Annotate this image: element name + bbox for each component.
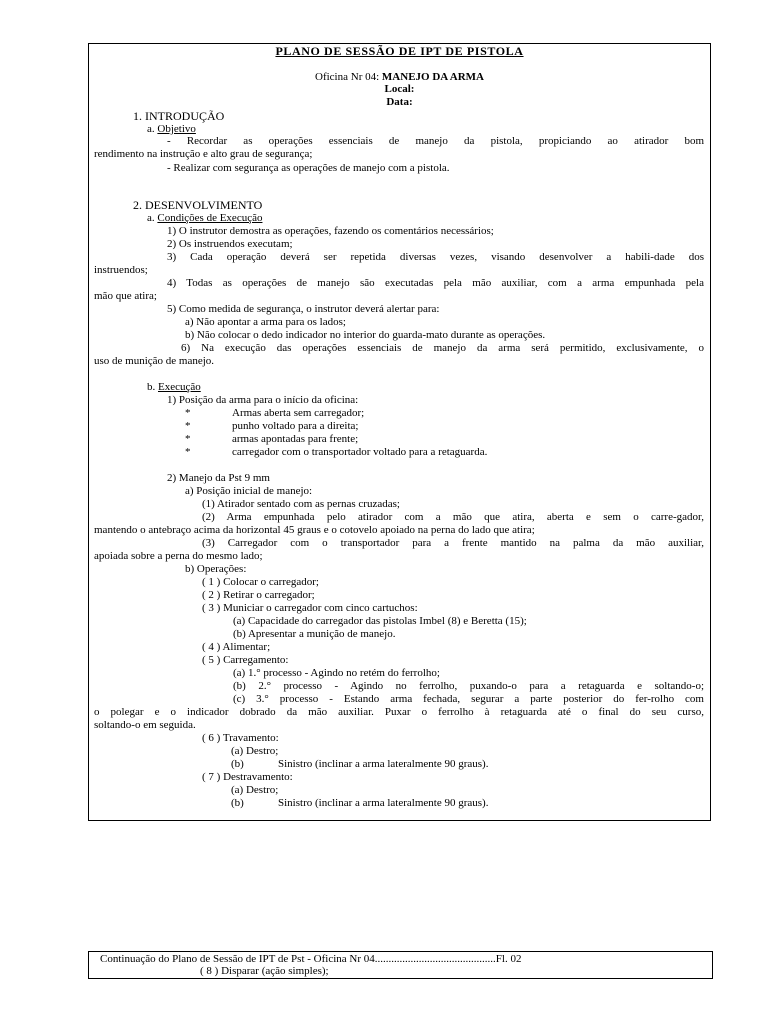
operacao-6b-label: (b) xyxy=(231,758,244,770)
bullet-star: * xyxy=(185,420,191,432)
objetivo-line-1b: rendimento na instrução e alto grau de segurança; xyxy=(94,148,313,160)
footer-dots: ............................................ xyxy=(374,953,496,965)
objetivo-title: Objetivo xyxy=(157,123,196,135)
objetivo-label: a. xyxy=(147,123,155,135)
condicoes-label: a. xyxy=(147,212,155,224)
operacao-5c-1: (c) 3.° processo - Estando arma fechada, segurar a parte posterior do fer-rolho com xyxy=(233,693,704,705)
operacao-5b: (b) 2.° processo - Agindo no ferrolho, puxando-o para a retaguarda e soltando-o; xyxy=(233,680,704,692)
operacao-3a: (a) Capacidade do carregador das pistolas Imbel (8) e Beretta (15); xyxy=(233,615,527,627)
condicoes-heading xyxy=(147,212,262,225)
condicao-3a: 3) Cada operação deverá ser repetida diversas vezes, visando desenvolver a habili-dade dos xyxy=(167,251,704,263)
objetivo-line-2: - Realizar com segurança as operações de manejo com a pistola. xyxy=(167,162,450,174)
condicao-1: 1) O instrutor demostra as operações, fazendo os comentários necessários; xyxy=(167,225,494,237)
oficina-prefix: Oficina Nr 04: xyxy=(315,71,380,83)
operacao-4: ( 4 ) Alimentar; xyxy=(202,641,271,653)
operacao-5: ( 5 ) Carregamento: xyxy=(202,654,289,666)
posicao-arma: 1) Posição da arma para o início da oficina: xyxy=(167,394,359,406)
operacao-1: ( 1 ) Colocar o carregador; xyxy=(202,576,319,588)
condicao-4b: mão que atira; xyxy=(94,290,157,302)
operacoes-heading: b) Operações: xyxy=(185,563,247,575)
operacao-7b: Sinistro (inclinar a arma lateralmente 90 graus). xyxy=(278,797,489,809)
section-intro-heading: 1. INTRODUÇÃO xyxy=(133,109,225,123)
operacao-3b: (b) Apresentar a munição de manejo. xyxy=(233,628,396,640)
bullet-star: * xyxy=(185,433,191,445)
condicoes-title: Condições de Execução xyxy=(157,212,263,224)
posicao-inicial-2b: mantendo o antebraço acima da horizontal 45 graus e o cotovelo apoiado na perna do lado que atira; xyxy=(94,524,535,536)
condicao-4a: 4) Todas as operações de manejo são executadas pela mão auxiliar, com a arma empunhada pela xyxy=(167,277,704,289)
execucao-heading xyxy=(147,381,201,394)
bullet-star: * xyxy=(185,446,191,458)
posicao-item-4: carregador com o transportador voltado para a retaguarda. xyxy=(232,446,488,458)
posicao-inicial: a) Posição inicial de manejo: xyxy=(185,485,313,497)
posicao-item-2: punho voltado para a direita; xyxy=(232,420,359,432)
footer-box xyxy=(88,951,713,979)
condicao-5b: b) Não colocar o dedo indicador no interior do guarda-mato durante as operações. xyxy=(185,329,546,341)
objetivo-line-1a: - Recordar as operações essenciais de manejo da pistola, propiciando ao atirador bom xyxy=(167,135,704,147)
operacao-7a: (a) Destro; xyxy=(231,784,279,796)
posicao-item-3: armas apontadas para frente; xyxy=(232,433,359,445)
posicao-item-1: Armas aberta sem carregador; xyxy=(232,407,365,419)
manejo-pst: 2) Manejo da Pst 9 mm xyxy=(167,472,270,484)
operacao-7b-label: (b) xyxy=(231,797,244,809)
condicao-6b: uso de munição de manejo. xyxy=(94,355,215,367)
document-title: PLANO DE SESSÃO DE IPT DE PISTOLA xyxy=(275,44,524,58)
data-label: Data: xyxy=(386,96,413,108)
operacao-6: ( 6 ) Travamento: xyxy=(202,732,279,744)
operacao-5a: (a) 1.° processo - Agindo no retém do ferrolho; xyxy=(233,667,440,679)
operacao-2: ( 2 ) Retirar o carregador; xyxy=(202,589,315,601)
posicao-inicial-2a: (2) Arma empunhada pelo atirador com a mão que atira, aberta e sem o carre-gador, xyxy=(202,511,704,523)
footer-next-item: ( 8 ) Disparar (ação simples); xyxy=(200,965,329,977)
posicao-inicial-3a: (3) Carregador com o transportador para a frente mantido na palma da mão auxiliar, xyxy=(202,537,704,549)
operacao-7: ( 7 ) Destravamento: xyxy=(202,771,293,783)
condicao-6a: 6) Na execução das operações essenciais de manejo da arma será permitido, exclusivamente, o xyxy=(181,342,704,354)
operacao-6a: (a) Destro; xyxy=(231,745,279,757)
footer-page-number: Fl. 02 xyxy=(495,953,522,965)
posicao-inicial-1: (1) Atirador sentado com as pernas cruzadas; xyxy=(202,498,400,510)
operacao-3: ( 3 ) Municiar o carregador com cinco cartuchos: xyxy=(202,602,418,614)
oficina-name: MANEJO DA ARMA xyxy=(381,71,484,83)
section-desenvolvimento-heading: 2. DESENVOLVIMENTO xyxy=(133,198,263,212)
operacao-5c-3: soltando-o em seguida. xyxy=(94,719,196,731)
condicao-5: 5) Como medida de segurança, o instrutor deverá alertar para: xyxy=(167,303,440,315)
operacao-5c-2: o polegar e o indicador dobrado da mão auxiliar. Puxar o ferrolho à retaguarda até o final do seu curso, xyxy=(94,706,704,718)
footer-continuation-text: Continuação do Plano de Sessão de IPT de Pst - Oficina Nr 04 xyxy=(100,953,375,965)
posicao-inicial-3b: apoiada sobre a perna do mesmo lado; xyxy=(94,550,263,562)
condicao-2: 2) Os instruendos executam; xyxy=(167,238,293,250)
bullet-star: * xyxy=(185,407,191,419)
document-frame xyxy=(88,43,711,821)
operacao-6b: Sinistro (inclinar a arma lateralmente 90 graus). xyxy=(278,758,489,770)
execucao-title: Execução xyxy=(158,381,201,393)
condicao-5a: a) Não apontar a arma para os lados; xyxy=(185,316,346,328)
local-label: Local: xyxy=(384,83,415,95)
execucao-label: b. xyxy=(147,381,156,393)
condicao-3b: instruendos; xyxy=(94,264,148,276)
